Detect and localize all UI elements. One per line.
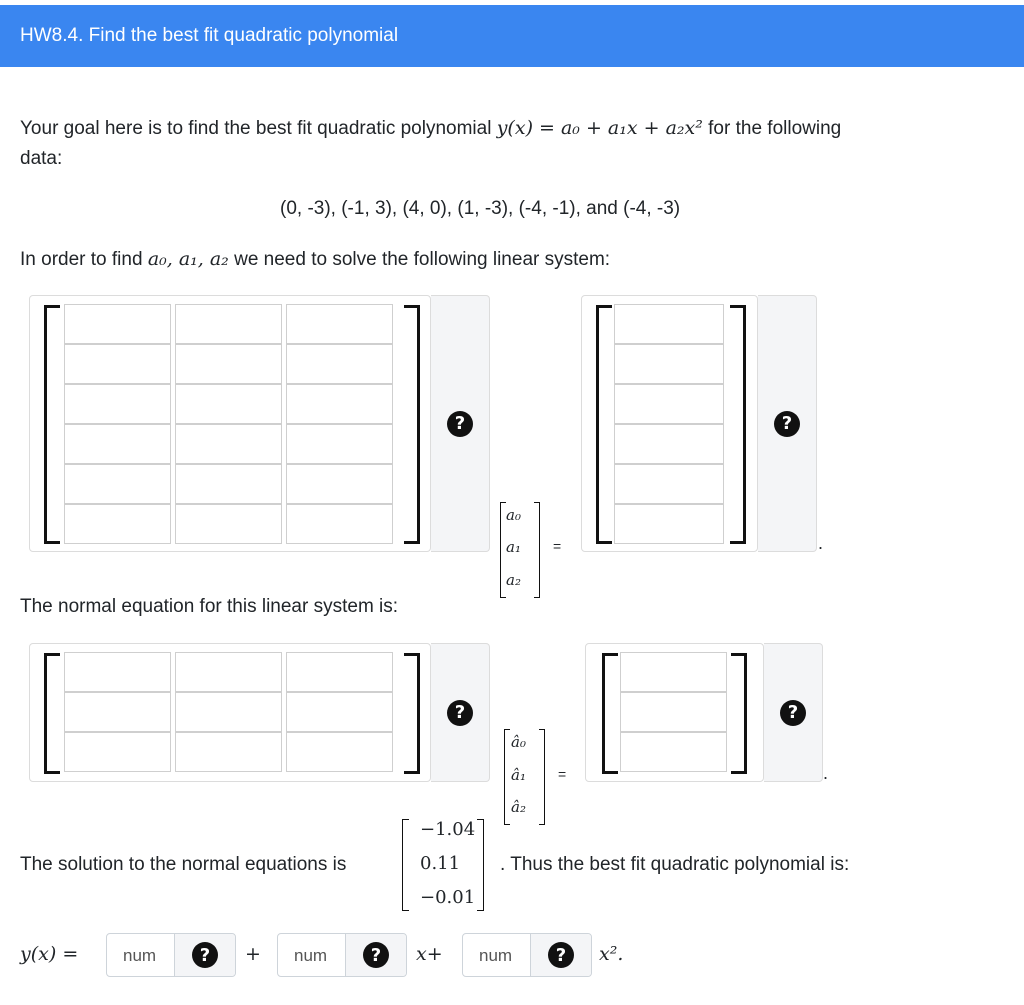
question-icon: ? [447, 411, 473, 437]
ls-text-2: we need to solve the following linear system: [234, 249, 611, 270]
matrix-cell-a-r1-c2[interactable] [286, 344, 393, 384]
matrix-cell-a-r2-c1[interactable] [175, 384, 282, 424]
answer-lhs: y(x) = [20, 943, 79, 965]
question-icon: ? [548, 942, 574, 968]
matrix-cell-b-r3-c0[interactable] [614, 424, 724, 464]
ls-vars: a₀, a₁, a₂ [147, 248, 229, 270]
question-icon: ? [192, 942, 218, 968]
matrix-cell-a-r3-c1[interactable] [175, 424, 282, 464]
matrix-cell-a-r5-c1[interactable] [175, 504, 282, 544]
matrix-cell-a-r0-c0[interactable] [64, 304, 171, 344]
question-icon: ? [780, 700, 806, 726]
matrix-cell-a-r1-c0[interactable] [64, 344, 171, 384]
coef-input-placeholder: num [479, 946, 513, 965]
equals-sign: = [553, 538, 562, 554]
matrix-cell-c-r0-c0[interactable] [64, 652, 171, 692]
matrix-cell-a-r2-c0[interactable] [64, 384, 171, 424]
coef-a1: a₁ [506, 538, 521, 556]
solution-value-1: 0.11 [420, 853, 461, 874]
matrix-ata-right-bracket [404, 653, 420, 774]
matrix-a-help-button[interactable] [431, 295, 490, 552]
matrix-cell-a-r0-c2[interactable] [286, 304, 393, 344]
matrix-cell-a-r4-c1[interactable] [175, 464, 282, 504]
coef-a0: a₀ [506, 506, 521, 524]
hat-a0: â₀ [511, 733, 526, 751]
matrix-a-right-bracket [404, 305, 420, 544]
x-plus-term: x+ [416, 943, 443, 965]
vector-atb-left-bracket [602, 653, 618, 774]
ls-text-1: In order to find [20, 249, 143, 270]
matrix-cell-a-r4-c0[interactable] [64, 464, 171, 504]
matrix-cell-d-r1-c0[interactable] [620, 692, 727, 732]
intro-line-1 [20, 113, 841, 144]
question-icon: ? [363, 942, 389, 968]
matrix-cell-c-r1-c0[interactable] [64, 692, 171, 732]
matrix-cell-c-r0-c2[interactable] [286, 652, 393, 692]
solution-text-2: . Thus the best fit quadratic polynomial is: [500, 854, 850, 875]
coef-input-placeholder: num [294, 946, 328, 965]
matrix-cell-c-r2-c2[interactable] [286, 732, 393, 772]
hat-a2: â₂ [511, 798, 526, 816]
coef-input-placeholder: num [123, 946, 157, 965]
matrix-cell-c-r1-c2[interactable] [286, 692, 393, 732]
matrix-cell-d-r2-c0[interactable] [620, 732, 727, 772]
matrix-cell-a-r1-c1[interactable] [175, 344, 282, 384]
matrix-cell-a-r3-c2[interactable] [286, 424, 393, 464]
matrix-cell-d-r0-c0[interactable] [620, 652, 727, 692]
matrix-cell-a-r5-c0[interactable] [64, 504, 171, 544]
coef-input-a2-help[interactable] [530, 934, 591, 976]
vector-b-right-bracket [730, 305, 746, 544]
matrix-a-input [29, 295, 431, 552]
matrix-cell-a-r3-c0[interactable] [64, 424, 171, 464]
period: . [823, 763, 829, 783]
matrix-ata-left-bracket [44, 653, 60, 774]
x-squared-term: x². [599, 943, 624, 965]
coef-a2: a₂ [506, 571, 521, 589]
vector-b-help-button[interactable] [758, 295, 817, 552]
matrix-a-left-bracket [44, 305, 60, 544]
page-header [0, 5, 1024, 67]
vector-atb-help-button[interactable] [764, 643, 823, 782]
coef-input-a1-help[interactable] [345, 934, 406, 976]
solution-text: The solution to the normal equations is [20, 854, 347, 875]
solution-left-bracket [402, 819, 409, 911]
matrix-cell-c-r2-c0[interactable] [64, 732, 171, 772]
normal-equation-text: The normal equation for this linear system is: [20, 596, 399, 617]
hat-vector-left-bracket [504, 729, 510, 825]
intro-text: Your goal here is to find the best fit quadratic polynomial [20, 118, 492, 139]
vector-atb-input [585, 643, 764, 782]
coef-input-a2[interactable] [462, 933, 592, 977]
matrix-cell-b-r4-c0[interactable] [614, 464, 724, 504]
question-icon: ? [774, 411, 800, 437]
matrix-cell-b-r1-c0[interactable] [614, 344, 724, 384]
matrix-cell-b-r5-c0[interactable] [614, 504, 724, 544]
matrix-cell-b-r2-c0[interactable] [614, 384, 724, 424]
matrix-cell-b-r0-c0[interactable] [614, 304, 724, 344]
coef-input-a1[interactable] [277, 933, 407, 977]
period: . [818, 533, 824, 553]
intro-formula: y(x) = a₀ + a₁x + a₂x² [496, 117, 703, 139]
hat-vector-right-bracket [539, 729, 545, 825]
plus-sign: + [245, 943, 261, 965]
matrix-cell-a-r2-c2[interactable] [286, 384, 393, 424]
matrix-cell-a-r5-c2[interactable] [286, 504, 393, 544]
vector-atb-right-bracket [731, 653, 747, 774]
matrix-cell-a-r0-c1[interactable] [175, 304, 282, 344]
data-points: (0, -3), (-1, 3), (4, 0), (1, -3), (-4, -1), and (-4, -3) [280, 198, 681, 219]
question-icon: ? [447, 700, 473, 726]
page-title: HW8.4. Find the best fit quadratic polynomial [20, 25, 399, 46]
matrix-cell-a-r4-c2[interactable] [286, 464, 393, 504]
matrix-cell-c-r0-c1[interactable] [175, 652, 282, 692]
intro-text-2: for the following [708, 118, 842, 139]
matrix-cell-c-r2-c1[interactable] [175, 732, 282, 772]
coef-input-a0-help[interactable] [174, 934, 235, 976]
vector-b-left-bracket [596, 305, 612, 544]
matrix-ata-input [29, 643, 431, 782]
matrix-ata-help-button[interactable] [431, 643, 490, 782]
solution-value-2: −0.01 [420, 887, 476, 908]
equals-sign: = [558, 766, 567, 782]
vector-b-input [581, 295, 758, 552]
coef-input-a0[interactable] [106, 933, 236, 977]
matrix-cell-c-r1-c1[interactable] [175, 692, 282, 732]
solution-value-0: −1.04 [420, 819, 476, 840]
intro-line-2: data: [20, 148, 63, 169]
linear-system-text [20, 244, 610, 275]
solution-right-bracket [477, 819, 484, 911]
hat-a1: â₁ [511, 766, 526, 784]
coef-vector-right-bracket [534, 502, 540, 598]
